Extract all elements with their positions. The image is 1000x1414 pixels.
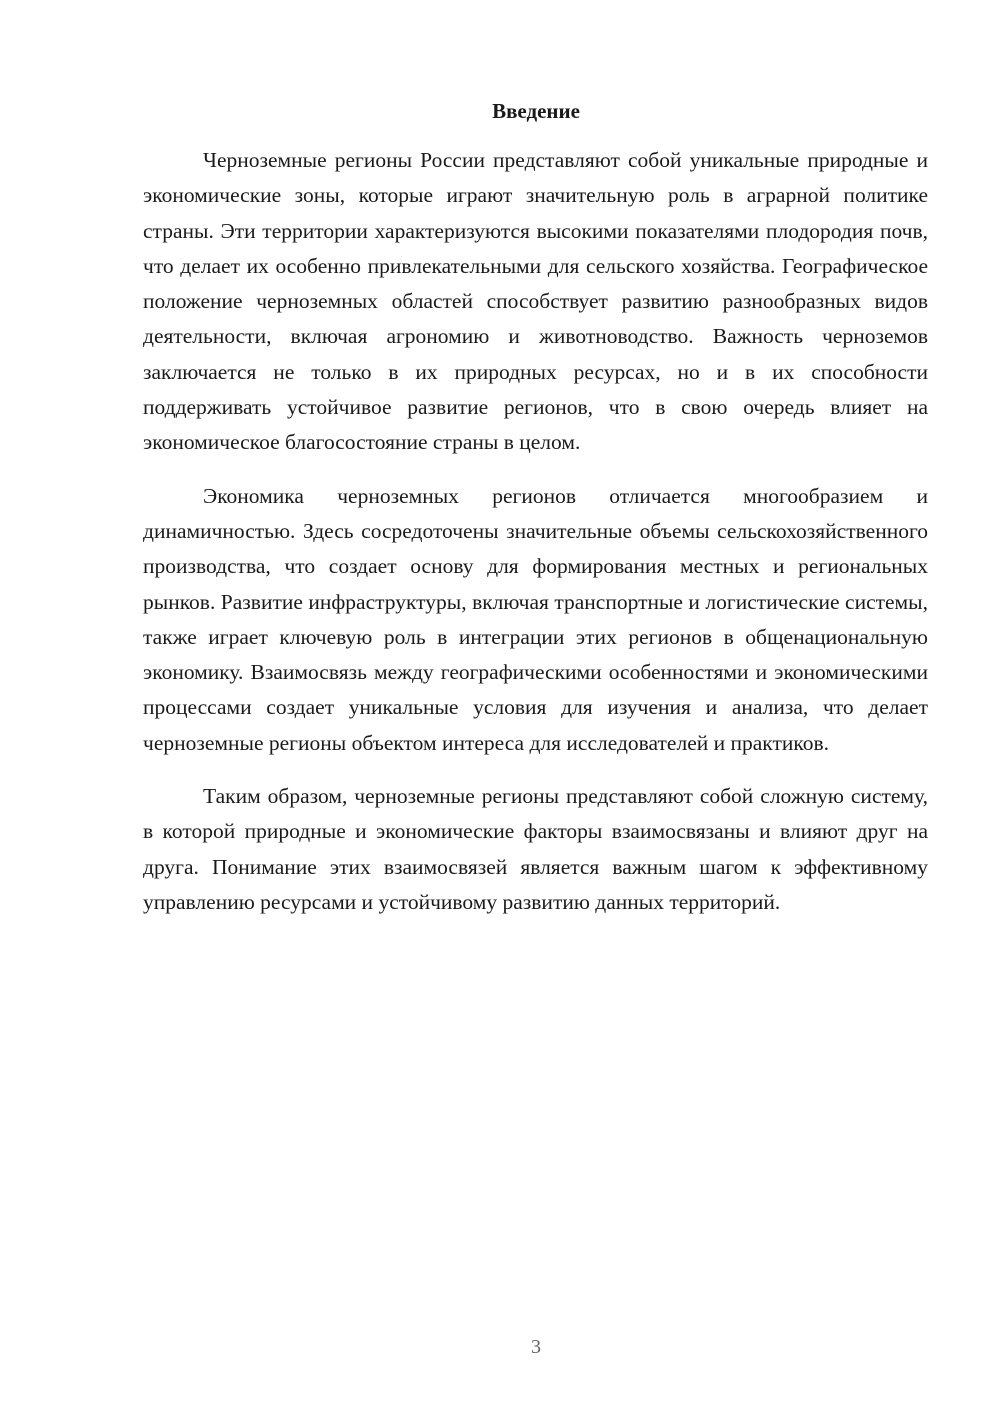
page-number: 3 bbox=[531, 1336, 541, 1358]
paragraph-3: Таким образом, черноземные регионы представляют собой сложную систему, в которой природные и экономические факторы взаимосвязаны и влияют друг на друга. Понимание этих взаимосвязей является важным шагом к эффективному управлению ресурсами и устойчивому развитию данных территорий. bbox=[143, 784, 928, 914]
paragraph-1: Черноземные регионы России представляют собой уникальные природные и экономические зоны, которые играют значительную роль в аграрной политике страны. Эти территории характеризуются высокими показателями плодородия почв, что делает их особенно привлекательными для сельского хозяйства. Географическое положение черноземных областей способствует развитию разнообразных видов деятельности, включая агрономию и животноводство. Важность черноземов заключается не только в их природных ресурсах, но и в их способности поддерживать устойчивое развитие регионов, что в свою очередь влияет на экономическое благосостояние страны в целом. bbox=[143, 148, 928, 455]
paragraph-2: Экономика черноземных регионов отличается многообразием и динамичностью. Здесь сосредоточены значительные объемы сельскохозяйственного производства, что создает основу для формирования местных и региональных рынков. Развитие инфраструктуры, включая транспортные и логистические системы, также играет ключевую роль в интеграции этих регионов в общенациональную экономику. Взаимосвязь между географическими особенностями и экономическими процессами создает уникальные условия для изучения и анализа, что делает черноземные регионы объектом интереса для исследователей и практиков. bbox=[143, 483, 928, 755]
body-text bbox=[143, 143, 928, 938]
section-heading: Введение bbox=[492, 99, 580, 123]
